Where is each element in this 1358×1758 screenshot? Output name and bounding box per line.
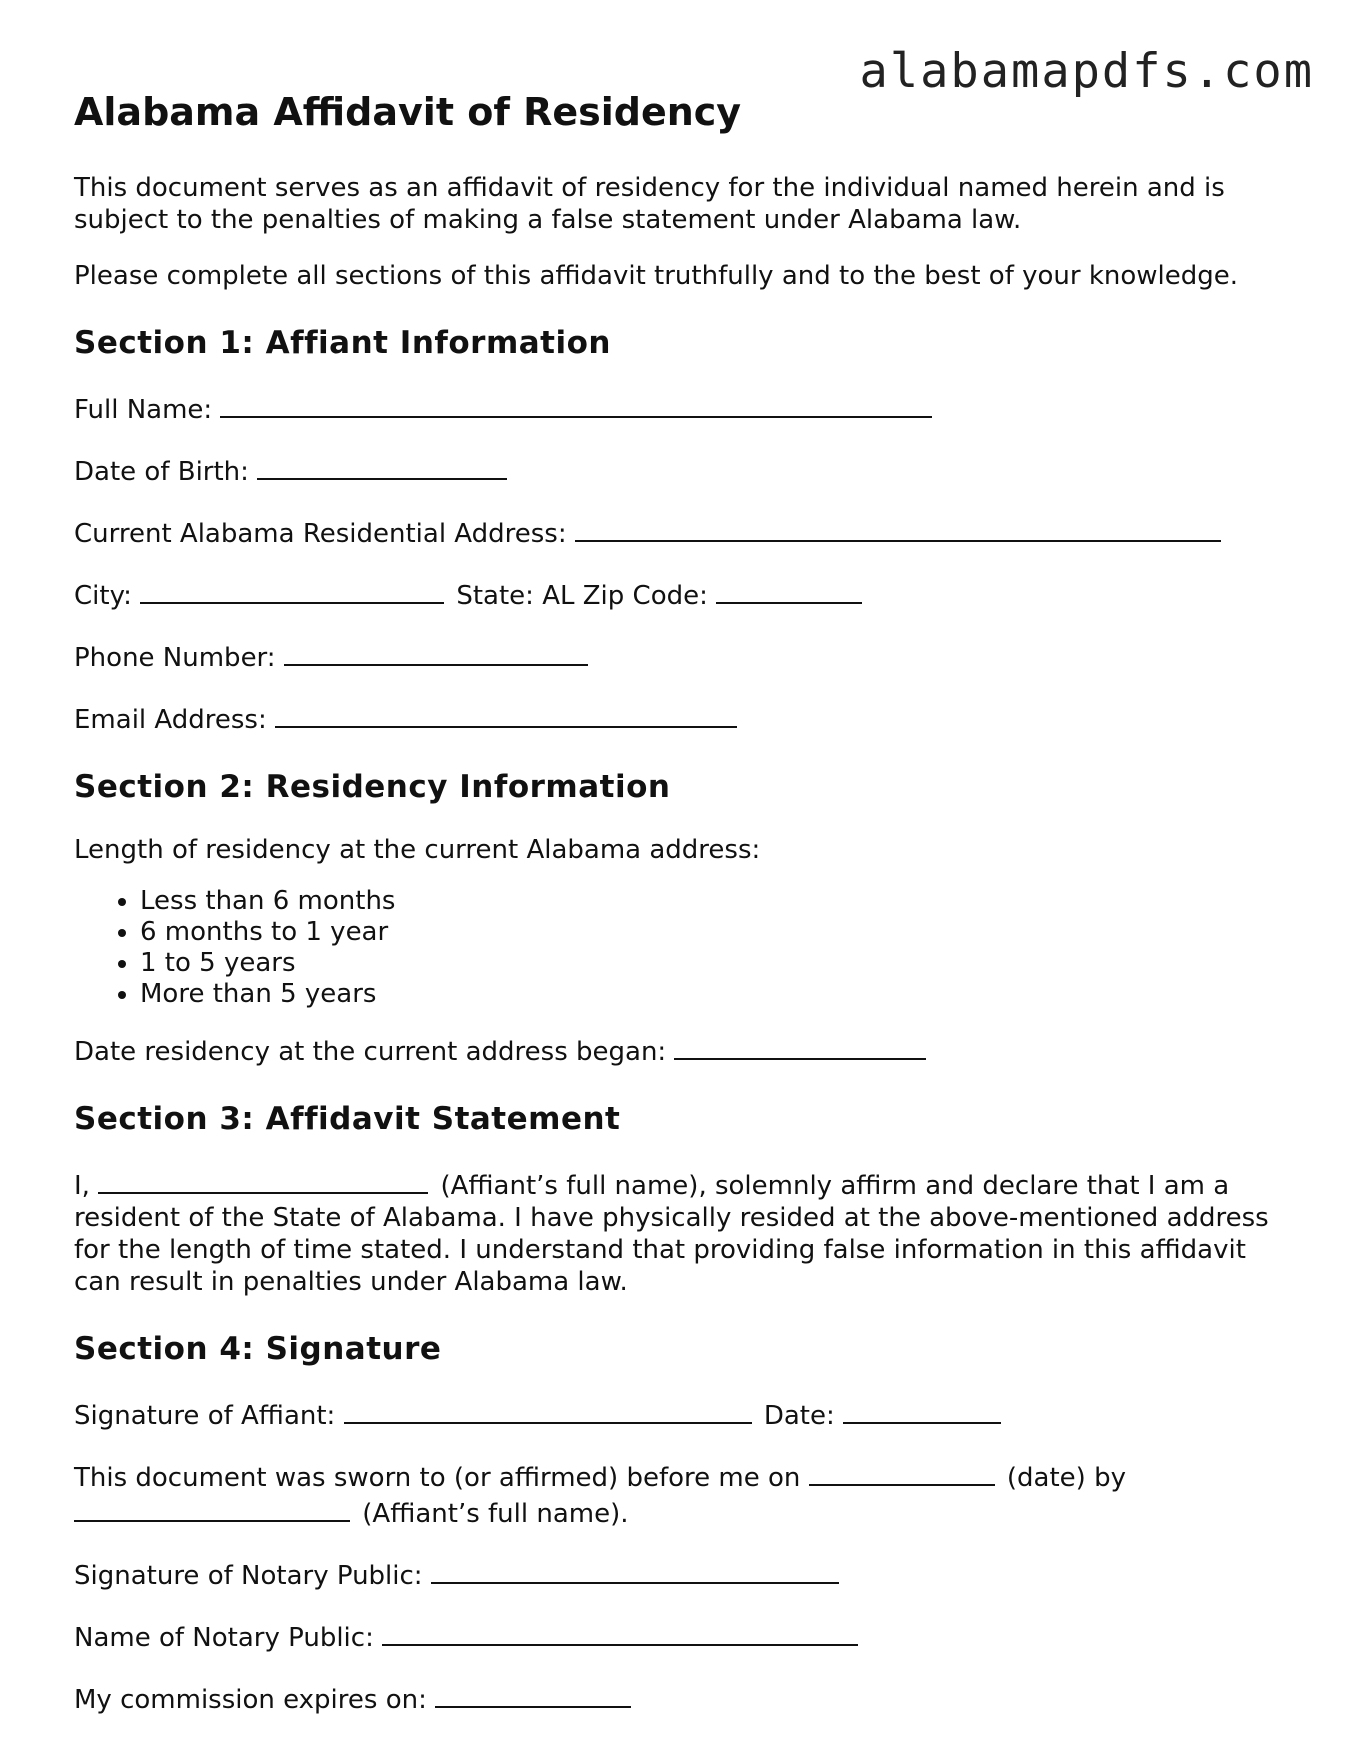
intro-paragraph-1: This document serves as an affidavit of residency for the individual named herein and is subject to the penalties of making a false statement under Alabama law. (74, 172, 1225, 235)
sworn-suffix: (Affiant’s full name). (362, 1499, 629, 1530)
option-1-to-5-years[interactable]: • 1 to 5 years (140, 948, 1274, 979)
phone-field[interactable] (284, 638, 588, 666)
affiant-signature-label: Signature of Affiant: (74, 1401, 336, 1432)
affiant-name-field[interactable] (98, 1166, 428, 1194)
city-state-zip-row (74, 576, 1274, 612)
commission-label: My commission expires on: (74, 1685, 427, 1716)
statement-text: (Affiant’s full name), solemnly affirm and declare that I am a resident of the State of Alabama. I have physically resided at the above-mentioned address for the length of time stated. I understand that providing false information in this affidavit can result in penalties under Alabama law. (74, 1171, 1269, 1298)
statement-prefix: I, (74, 1171, 90, 1202)
watermark-text: alabamapdfs.com (859, 44, 1314, 99)
state-zip-label: State: AL Zip Code: (456, 580, 708, 611)
section-4-heading: Section 4: Signature (74, 1331, 442, 1368)
notary-signature-field[interactable] (431, 1556, 839, 1584)
residency-began-label: Date residency at the current address began: (74, 1036, 667, 1067)
option-less-than-6-months[interactable]: • Less than 6 months (140, 886, 1274, 917)
full-name-label: Full Name: (74, 394, 213, 425)
city-field[interactable] (140, 576, 444, 604)
email-label: Email Address: (74, 704, 267, 735)
commission-row (74, 1680, 1274, 1716)
section-2-heading: Section 2: Residency Information (74, 768, 671, 805)
phone-row (74, 638, 1274, 674)
notary-signature-label: Signature of Notary Public: (74, 1561, 423, 1592)
section-1-heading: Section 1: Affiant Information (74, 324, 611, 361)
email-field[interactable] (275, 700, 737, 728)
notary-name-row (74, 1618, 1274, 1654)
sworn-name-field[interactable] (74, 1494, 350, 1522)
email-row (74, 700, 1274, 736)
signature-date-field[interactable] (843, 1396, 1001, 1424)
notary-signature-row (74, 1556, 1274, 1592)
sworn-statement (74, 1458, 1274, 1530)
sworn-middle: (date) by (1006, 1463, 1126, 1494)
address-row (74, 514, 1274, 550)
residency-length-label: Length of residency at the current Alabama address: (74, 834, 761, 865)
residency-began-row (74, 1032, 1274, 1068)
affiant-signature-row (74, 1396, 1274, 1432)
dob-field[interactable] (257, 452, 507, 480)
notary-name-label: Name of Notary Public: (74, 1623, 374, 1654)
affiant-signature-field[interactable] (344, 1396, 752, 1424)
address-label: Current Alabama Residential Address: (74, 518, 567, 549)
notary-name-field[interactable] (382, 1618, 858, 1646)
residency-length-options (74, 886, 1274, 1010)
sworn-prefix: This document was sworn to (or affirmed) before me on (74, 1463, 801, 1494)
intro-paragraph-2: Please complete all sections of this affidavit truthfully and to the best of your knowledge. (74, 260, 1239, 291)
section-3-heading: Section 3: Affidavit Statement (74, 1100, 621, 1137)
document-title: Alabama Affidavit of Residency (74, 90, 742, 134)
zip-field[interactable] (716, 576, 862, 604)
affidavit-statement (74, 1166, 1274, 1298)
option-6-months-to-1-year[interactable]: • 6 months to 1 year (140, 917, 1274, 948)
signature-date-label: Date: (763, 1401, 835, 1432)
document-page (74, 92, 1274, 1742)
dob-row (74, 452, 1274, 488)
phone-label: Phone Number: (74, 642, 276, 673)
option-more-than-5-years[interactable]: • More than 5 years (140, 979, 1274, 1010)
city-label: City: (74, 580, 132, 611)
sworn-date-field[interactable] (809, 1458, 995, 1486)
address-field[interactable] (575, 514, 1221, 542)
dob-label: Date of Birth: (74, 456, 249, 487)
full-name-row (74, 390, 1274, 426)
full-name-field[interactable] (220, 390, 932, 418)
residency-began-field[interactable] (674, 1032, 926, 1060)
commission-field[interactable] (435, 1680, 631, 1708)
